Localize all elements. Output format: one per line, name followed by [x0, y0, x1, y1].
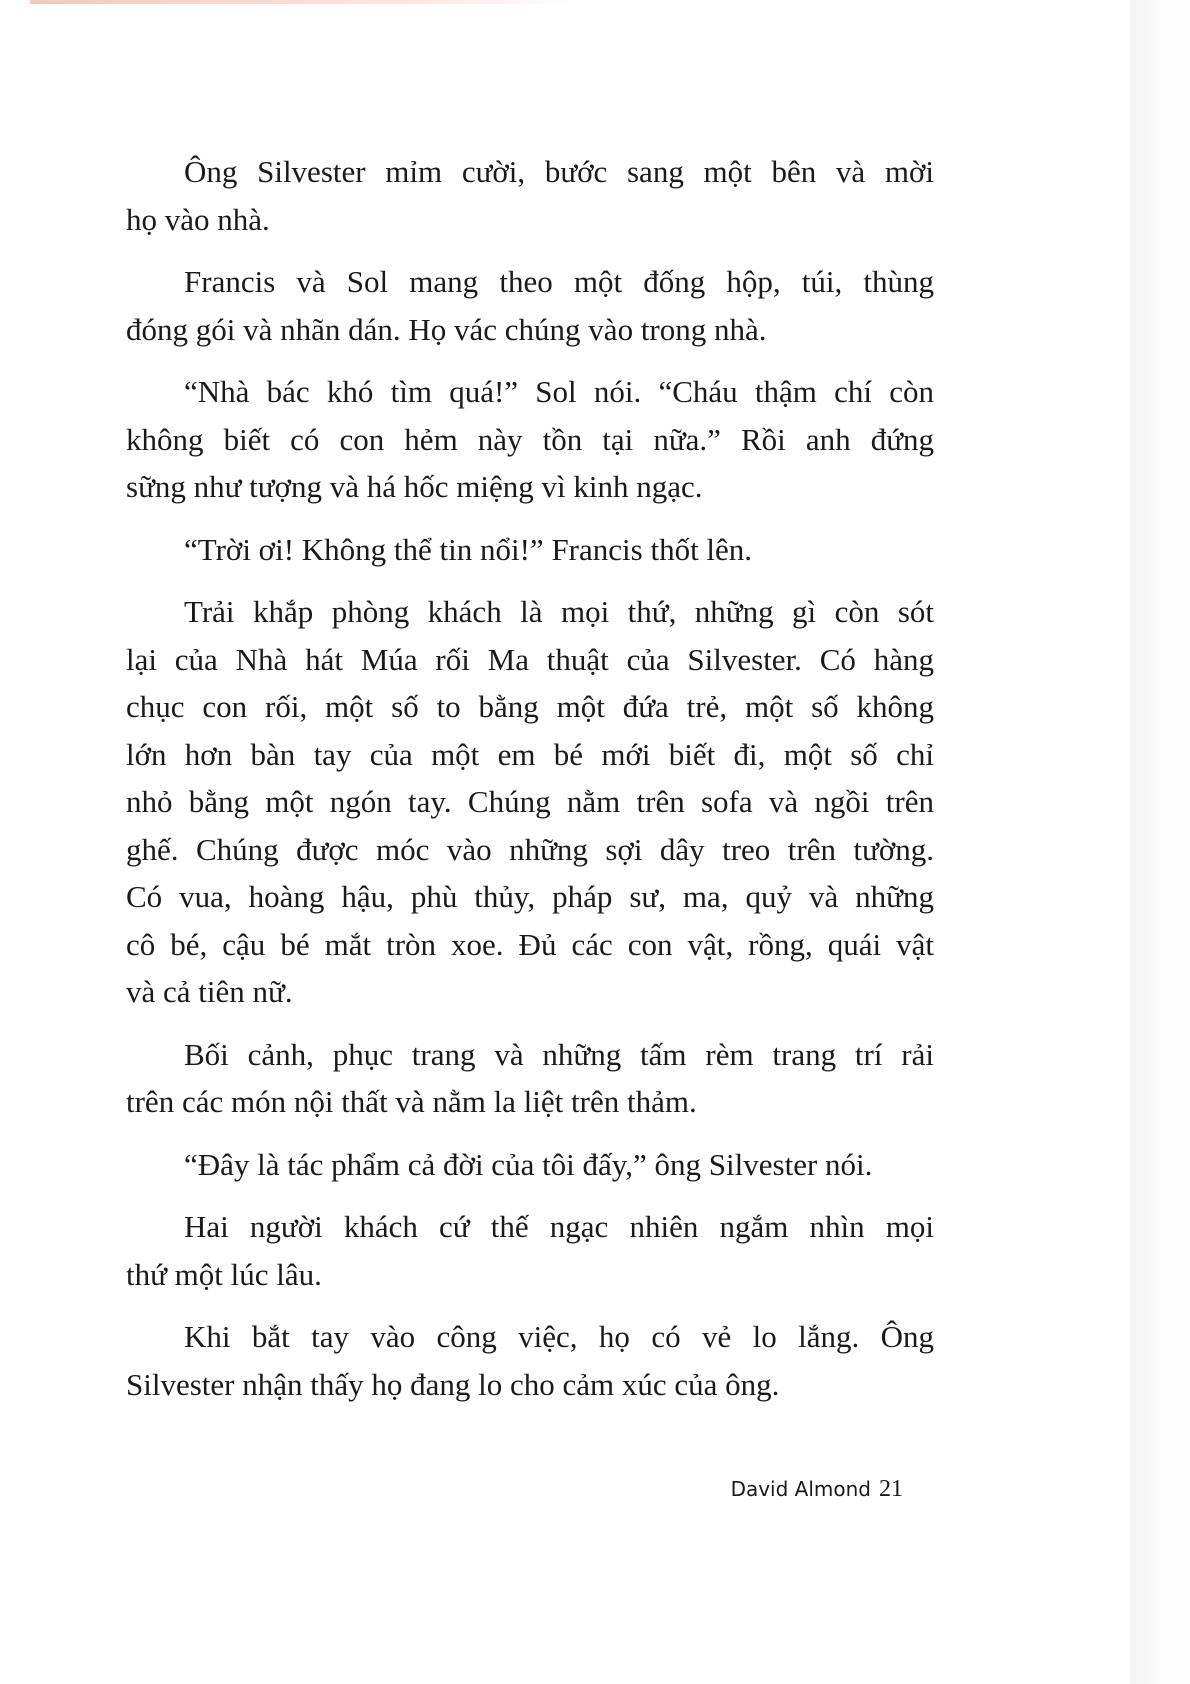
paragraph — [126, 368, 934, 511]
paragraph — [126, 148, 934, 243]
text-line: lớn hơn bàn tay của một em bé mới biết đi, một số chỉ — [126, 736, 934, 772]
text-line: nhỏ bằng một ngón tay. Chúng nằm trên sofa và ngồi trên — [126, 784, 934, 819]
text-line: lại của Nhà hát Múa rối Ma thuật của Silvester. Có hàng — [126, 641, 934, 677]
text-line: trên các món nội thất và nằm la liệt trên thảm. — [126, 1084, 697, 1119]
paragraph — [126, 526, 934, 574]
paragraph — [126, 258, 934, 353]
text-line: “Trời ơi! Không thể tin nổi!” Francis thốt lên. — [184, 531, 753, 567]
text-line: Silvester nhận thấy họ đang lo cho cảm xúc của ông. — [126, 1366, 780, 1402]
text-line: không biết có con hẻm này tồn tại nữa.” Rồi anh đứng — [126, 421, 934, 457]
page-top-edge — [30, 0, 570, 4]
text-line: ghế. Chúng được móc vào những sợi dây treo trên tường. — [126, 831, 934, 867]
text-line: Bối cảnh, phục trang và những tấm rèm trang trí rải — [184, 1036, 934, 1072]
paragraph — [126, 1203, 934, 1298]
footer-author: David Almond — [730, 1477, 871, 1501]
text-line: thứ một lúc lâu. — [126, 1256, 322, 1292]
text-line: đóng gói và nhãn dán. Họ vác chúng vào trong nhà. — [126, 311, 767, 347]
text-line: sững như tượng và há hốc miệng vì kinh ngạc. — [126, 469, 703, 504]
text-line: Khi bắt tay vào công việc, họ có vẻ lo lắng. Ông — [184, 1319, 934, 1354]
text-line: Có vua, hoàng hậu, phù thủy, pháp sư, ma, quỷ và những — [126, 879, 934, 914]
text-line: chục con rối, một số to bằng một đứa trẻ, một số không — [126, 689, 934, 724]
paragraph — [126, 1031, 934, 1126]
text-line: “Đây là tác phẩm cả đời của tôi đấy,” ông Silvester nói. — [184, 1146, 873, 1182]
paragraph — [126, 588, 934, 1016]
text-line: “Nhà bác khó tìm quá!” Sol nói. “Cháu thậm chí còn — [184, 374, 934, 409]
text-line: Francis và Sol mang theo một đống hộp, túi, thùng — [184, 264, 934, 299]
paragraph — [126, 1313, 934, 1408]
text-line: Trải khắp phòng khách là mọi thứ, những gì còn sót — [184, 594, 934, 629]
page-number: 21 — [879, 1476, 903, 1502]
text-line: Ông Silvester mỉm cười, bước sang một bên và mời — [184, 154, 934, 189]
text-line: Hai người khách cứ thế ngạc nhiên ngắm nhìn mọi — [184, 1209, 934, 1244]
text-line: họ vào nhà. — [126, 201, 270, 237]
paragraph — [126, 1141, 934, 1189]
body-text — [126, 148, 934, 1423]
text-line: cô bé, cậu bé mắt tròn xoe. Đủ các con vật, rồng, quái vật — [126, 926, 934, 962]
text-line: và cả tiên nữ. — [126, 974, 293, 1009]
running-footer — [731, 1476, 903, 1503]
page-right-edge — [1130, 0, 1160, 1684]
